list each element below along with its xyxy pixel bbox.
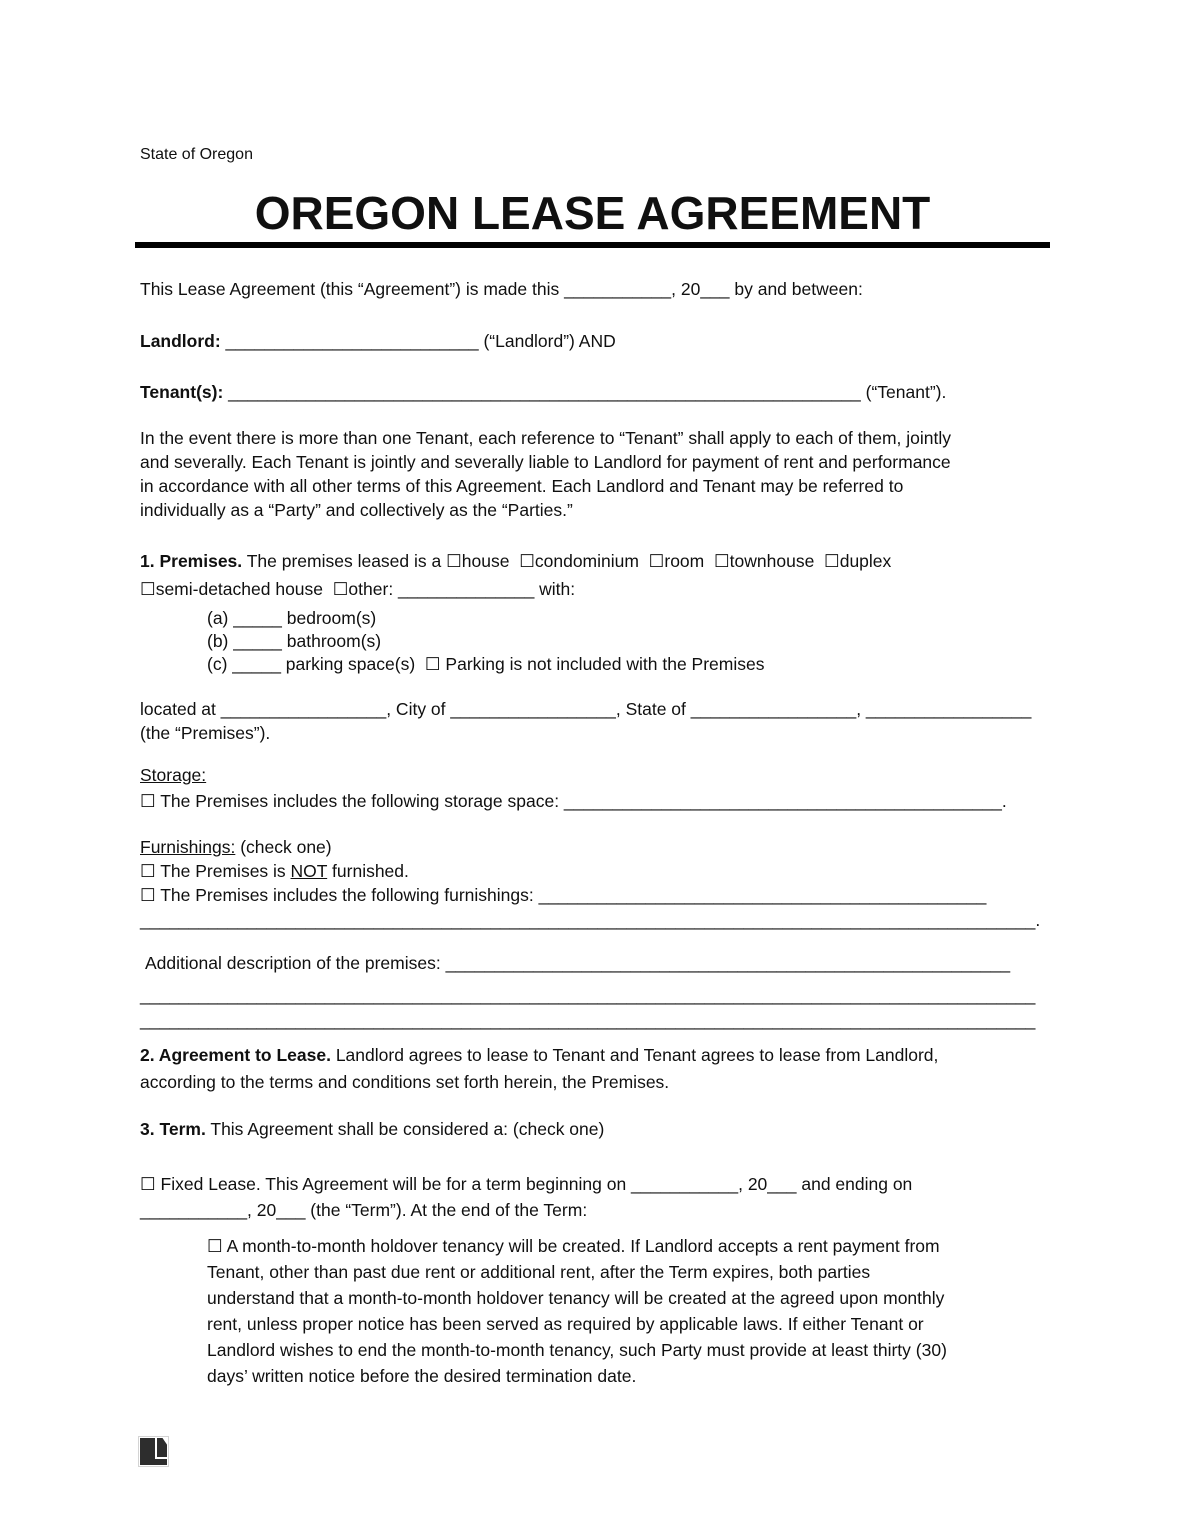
fixed-lease-line2: ___________, 20___ (the “Term”). At the end of the Term:	[140, 1200, 588, 1220]
landlord-label: Landlord:	[140, 331, 221, 351]
bathrooms-item: (b) _____ bathroom(s)	[207, 631, 382, 651]
not-furnished-emphasis: NOT	[290, 861, 328, 881]
premises-type-options: The premises leased is a ☐house ☐condominium ☐room ☐townhouse ☐duplex	[242, 551, 892, 571]
additional-description-blank-line: ____________________________________________________________________________________________	[140, 1010, 1036, 1030]
furnishings-continuation-line: ____________________________________________________________________________________________.	[140, 910, 1041, 930]
holdover-tenancy-clause	[207, 1233, 1045, 1389]
logo-bottom-bar	[140, 1459, 167, 1465]
logo-document-shape	[157, 1438, 167, 1457]
fixed-lease-line1: ☐ Fixed Lease. This Agreement will be for a term beginning on ___________, 20___ and ending on	[140, 1174, 913, 1194]
section2-heading: 2. Agreement to Lease.	[140, 1045, 331, 1065]
landlord-blank: __________________________ (“Landlord”) AND	[220, 331, 616, 351]
holdover-line: Tenant, other than past due rent or additional rent, after the Term expires, both parties	[207, 1262, 871, 1282]
holdover-line: Landlord wishes to end the month-to-month tenancy, such Party must provide at least thirty (30)	[207, 1340, 947, 1360]
section2-agreement-to-lease	[140, 1042, 1045, 1096]
holdover-line: days’ written notice before the desired termination date.	[207, 1366, 637, 1386]
section3-term	[140, 1117, 1045, 1141]
paragraph-line: In the event there is more than one Tenant, each reference to “Tenant” shall apply to each of them, jointly	[140, 428, 951, 448]
holdover-line: rent, unless proper notice has been served as required by applicable laws. If either Tenant or	[207, 1314, 924, 1334]
storage-heading	[140, 763, 1045, 787]
paragraph-line: individually as a “Party” and collectively as the “Parties.”	[140, 500, 573, 520]
additional-description-blank: __________________________________________________________	[445, 953, 1011, 973]
section2-line1	[140, 1042, 1045, 1069]
page-title: OREGON LEASE AGREEMENT	[254, 187, 931, 239]
fixed-lease-clause	[140, 1171, 1045, 1223]
section1-premises-line	[140, 549, 1045, 573]
holdover-line: ☐ A month-to-month holdover tenancy will be created. If Landlord accepts a rent payment from	[207, 1236, 940, 1256]
furnishings-heading-suffix: (check one)	[235, 837, 332, 857]
furnishings-heading-label: Furnishings:	[140, 837, 236, 857]
section2-line2: according to the terms and conditions set forth herein, the Premises.	[140, 1072, 670, 1092]
not-furnished-checkbox-line	[140, 859, 1045, 883]
premises-count-items	[140, 607, 1045, 676]
section2-body: Landlord agrees to lease to Tenant and Tenant agrees to lease from Landlord,	[330, 1045, 939, 1065]
holdover-line: understand that a month-to-month holdover tenancy will be created at the agreed upon monthly	[207, 1288, 945, 1308]
section3-body: This Agreement shall be considered a: (check one)	[205, 1119, 605, 1139]
tenant-blank: _________________________________________________________________ (“Tenant”).	[223, 382, 947, 402]
paragraph-line: and severally. Each Tenant is jointly and severally liable to Landlord for payment of rent and performance	[140, 452, 951, 472]
furnishings-heading	[140, 835, 1045, 859]
landlord-line	[140, 329, 1045, 353]
tenant-line	[140, 380, 1045, 404]
section1-heading: 1. Premises.	[140, 551, 243, 571]
paragraph-line: in accordance with all other terms of this Agreement. Each Landlord and Tenant may be referred to	[140, 476, 904, 496]
not-furnished-post: furnished.	[327, 861, 409, 881]
premises-type-options-line2: ☐semi-detached house ☐other: ______________ with:	[140, 579, 576, 599]
legal-templates-logo-icon	[138, 1436, 169, 1467]
document-content	[140, 0, 1045, 1389]
furnishings-included-checkbox-line: ☐ The Premises includes the following furnishings: ______________________________________________	[140, 885, 987, 905]
location-line: located at _________________, City of _________________, State of _________________, _________________	[140, 699, 1032, 719]
title-underline	[135, 242, 1050, 248]
parking-item: (c) _____ parking space(s) ☐ Parking is not included with the Premises	[207, 654, 765, 674]
state-label: State of Oregon	[140, 146, 253, 163]
bedrooms-item: (a) _____ bedroom(s)	[207, 608, 377, 628]
tenant-label: Tenant(s):	[140, 382, 224, 402]
additional-description-line	[140, 951, 1045, 975]
storage-checkbox-line: ☐ The Premises includes the following storage space: _____________________________________________.	[140, 791, 1007, 811]
intro-line: This Lease Agreement (this “Agreement”) is made this ___________, 20___ by and between:	[140, 279, 863, 299]
location-line2: (the “Premises”).	[140, 723, 271, 743]
additional-description-label: Additional description of the premises:	[145, 953, 446, 973]
section3-heading: 3. Term.	[140, 1119, 206, 1139]
additional-description-blank-line: ____________________________________________________________________________________________	[140, 985, 1036, 1005]
not-furnished-pre: ☐ The Premises is	[140, 861, 291, 881]
joint-liability-paragraph	[140, 426, 1045, 522]
storage-heading-label: Storage:	[140, 765, 207, 785]
